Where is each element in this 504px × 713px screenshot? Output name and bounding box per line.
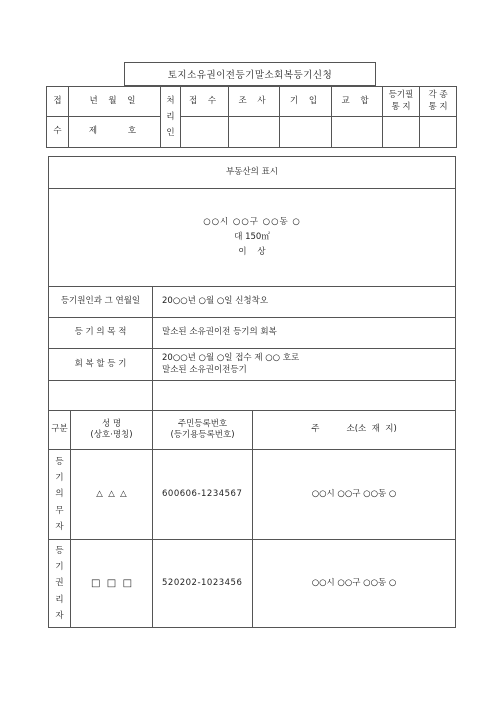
receipt-label-jeob: 접 (47, 87, 69, 117)
receipt-cell-completion-notice (383, 117, 420, 148)
party-header-address: 주 소(소 재 지) (253, 411, 456, 450)
receipt-label-su: 수 (47, 117, 69, 148)
party-header-name: 성 명 (상호·명칭) (71, 411, 153, 450)
cause-value: 20○○년 ○월 ○일 신청착오 (153, 287, 456, 318)
receipt-cell-receipt (181, 117, 229, 148)
blank-value (153, 381, 456, 411)
party-name-obligor: △ △ △ (71, 450, 153, 540)
receipt-cell-various-notice (420, 117, 457, 148)
receipt-col-entry: 기 입 (280, 87, 332, 117)
party-id-obligor: 600606-1234567 (153, 450, 253, 540)
receipt-number-label: 제 호 (69, 117, 161, 148)
receipt-date-label: 년 월 일 (69, 87, 161, 117)
receipt-col-survey: 조 사 (229, 87, 280, 117)
restore-label: 회 복 할 등 기 (49, 349, 153, 381)
receipt-col-check: 교 합 (332, 87, 383, 117)
purpose-label: 등 기 의 목 적 (49, 318, 153, 349)
receipt-col-receipt: 접 수 (181, 87, 229, 117)
form-title: 토지소유권이전등기말소회복등기신청 (124, 62, 376, 86)
receipt-col-completion-notice: 등기필 통 지 (383, 87, 420, 117)
party-address-obligee: ○○시 ○○구 ○○동 ○ (253, 540, 456, 628)
party-header-id: 주민등록번호 (등기용등록번호) (153, 411, 253, 450)
receipt-cell-entry (280, 117, 332, 148)
receipt-col-various-notice: 각 종 통 지 (420, 87, 457, 117)
party-header-type: 구분 (49, 411, 71, 450)
purpose-value: 말소된 소유권이전 등기의 회복 (153, 318, 456, 349)
party-id-obligee: 520202-1023456 (153, 540, 253, 628)
property-address: ○○시 ○○구 ○○동 ○ (203, 217, 301, 228)
party-type-obligor: 등 기 의 무 자 (49, 450, 71, 540)
property-end: 이 상 (238, 246, 266, 257)
blank-label (49, 381, 153, 411)
receipt-cell-check (332, 117, 383, 148)
cause-label: 등기원인과 그 연월일 (49, 287, 153, 318)
processing-label: 처 리 인 (161, 87, 181, 148)
application-table (48, 156, 456, 628)
receipt-cell-survey (229, 117, 280, 148)
party-address-obligor: ○○시 ○○구 ○○동 ○ (253, 450, 456, 540)
restore-value: 20○○년 ○월 ○일 접수 제 ○○ 호로 말소된 소유권이전등기 (153, 349, 456, 381)
receipt-table (46, 86, 457, 148)
party-type-obligee: 등 기 권 리 자 (49, 540, 71, 628)
property-description (49, 189, 456, 287)
party-name-obligee: □ □ □ (71, 540, 153, 628)
property-header: 부동산의 표시 (49, 157, 456, 189)
property-area: 대 150㎡ (234, 232, 270, 243)
